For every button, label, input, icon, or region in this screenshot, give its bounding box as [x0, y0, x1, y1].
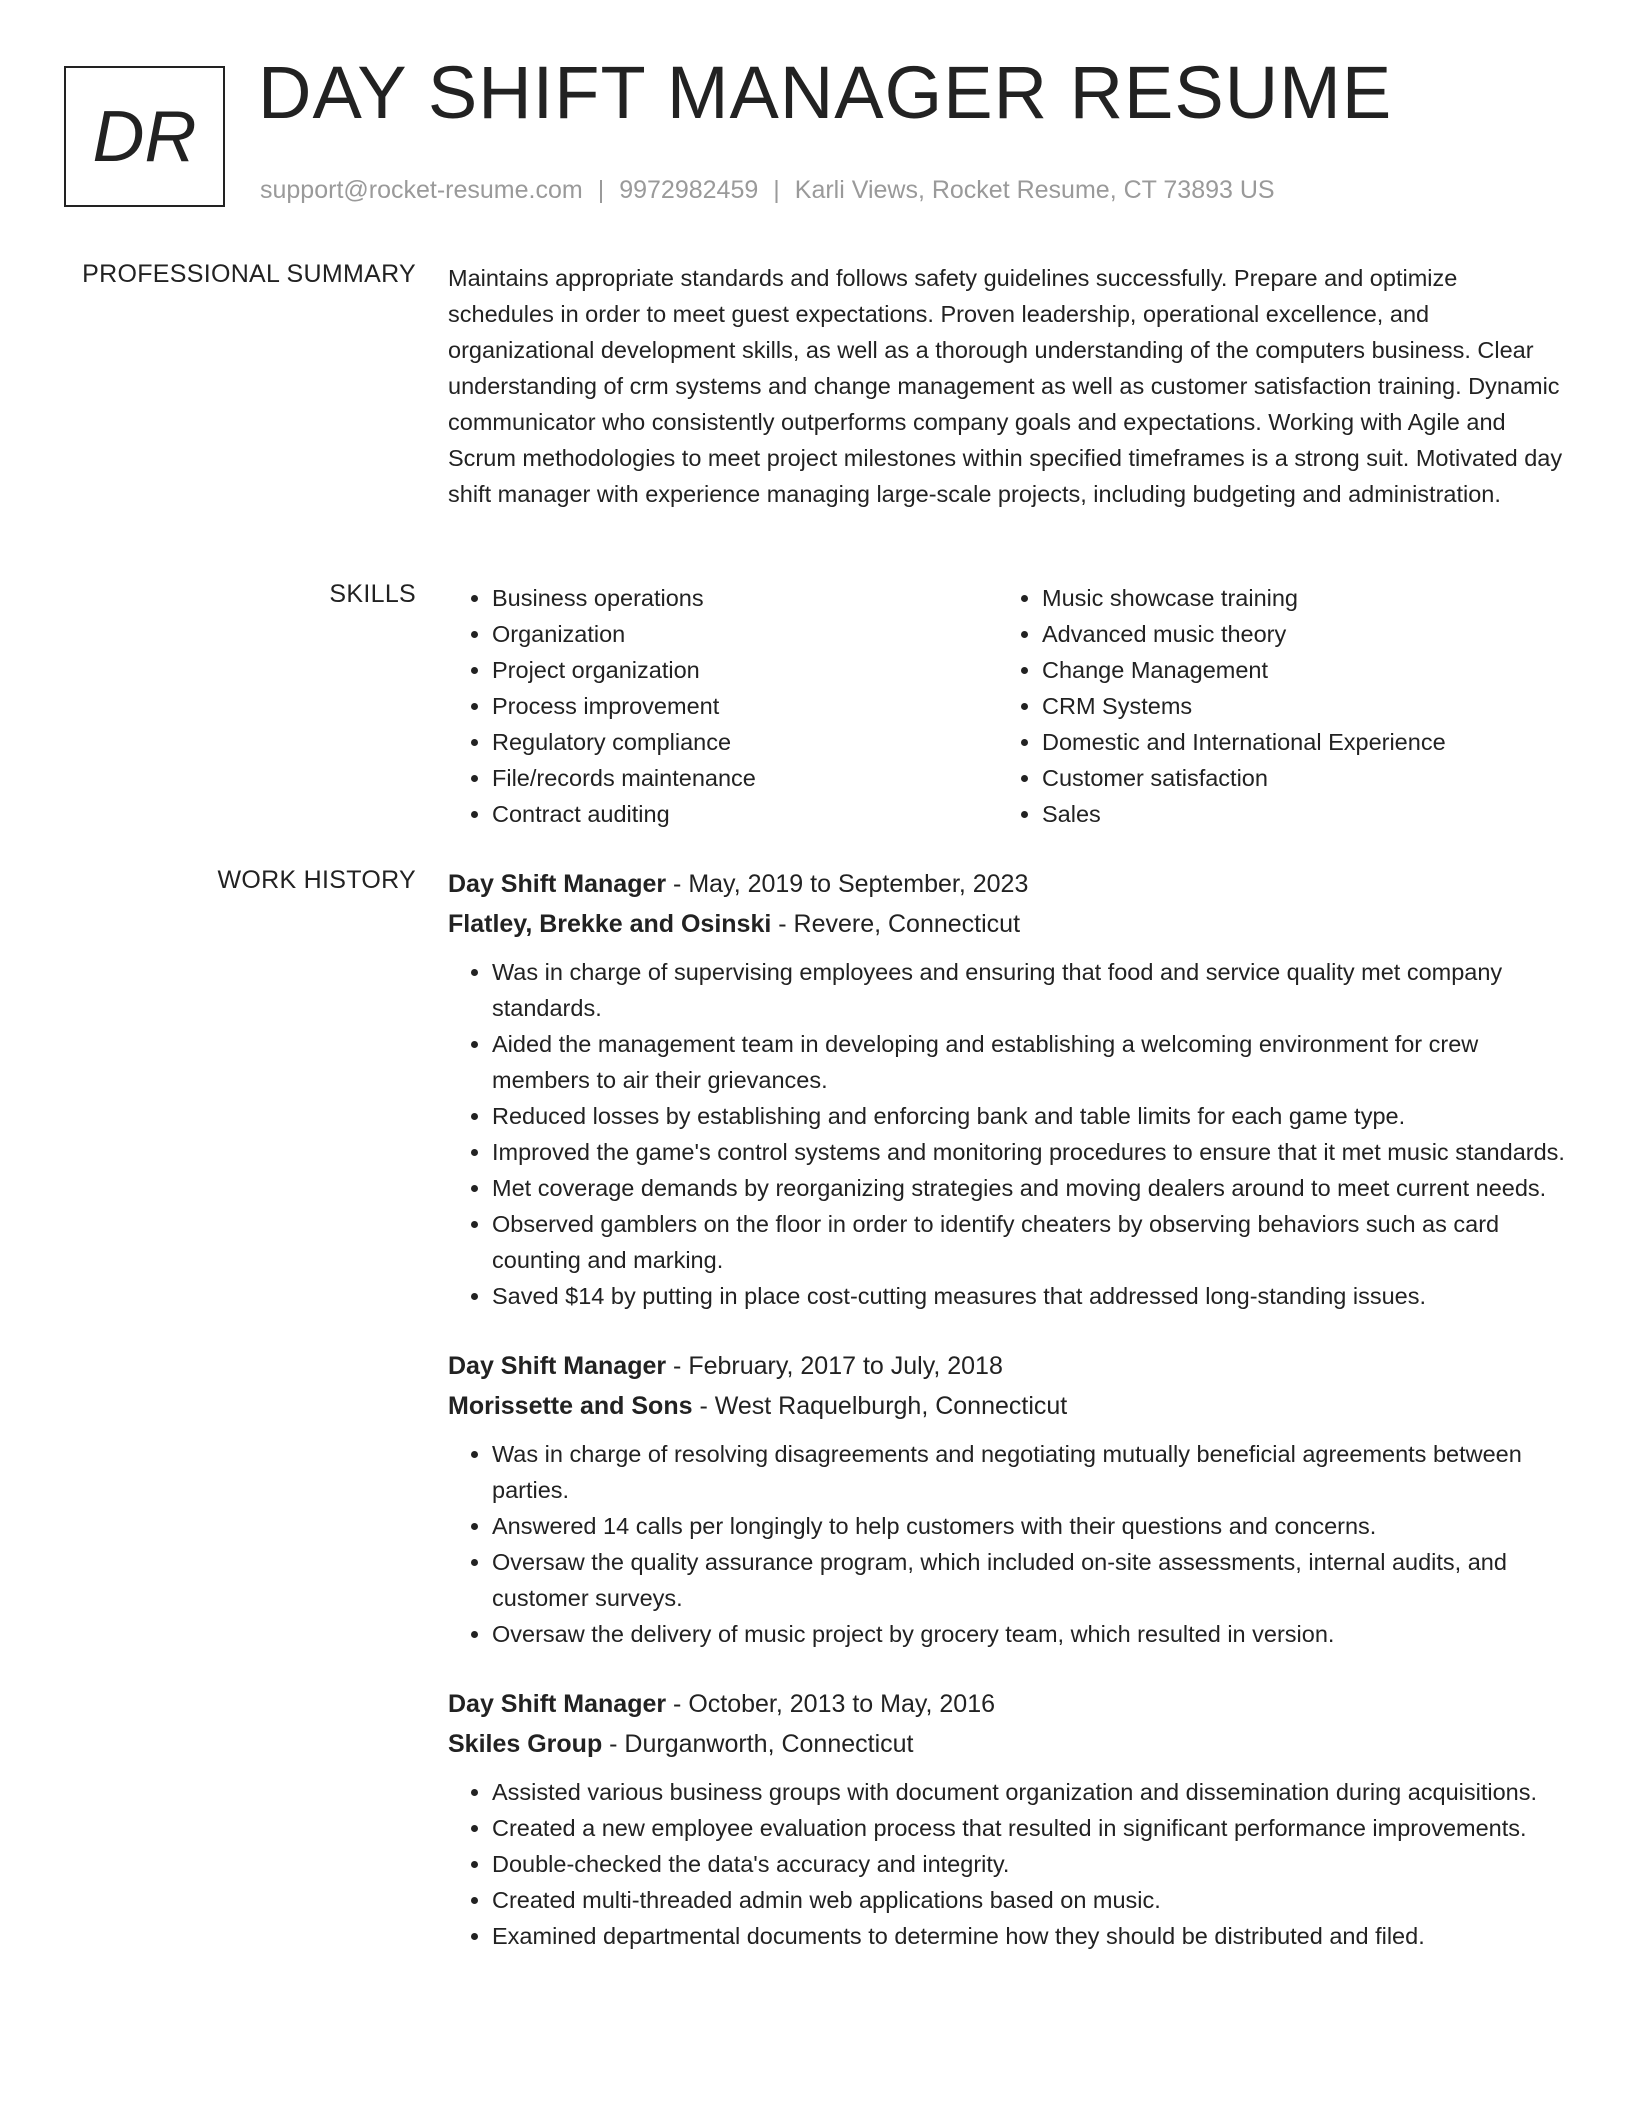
job-bullet: • Assisted various business groups with document organization and dissemination during acquisitions. — [492, 1774, 1568, 1810]
monogram-badge: DR — [64, 66, 225, 207]
summary-content — [448, 260, 1568, 512]
work-history-content — [448, 864, 1568, 1986]
job-bullet: • Double-checked the data's accuracy and integrity. — [492, 1846, 1568, 1882]
job-title: Day Shift Manager — [448, 870, 667, 898]
job-bullets — [448, 1774, 1568, 1954]
job-bullet: • Oversaw the delivery of music project by grocery team, which resulted in version. — [492, 1616, 1568, 1652]
job-title: Day Shift Manager — [448, 1690, 667, 1718]
job-location: - Revere, Connecticut — [771, 910, 1021, 938]
job-bullet: • Observed gamblers on the floor in order to identify cheaters by observing behaviors such as card counting and marking. — [492, 1206, 1568, 1278]
job-title-line — [448, 864, 1568, 904]
summary-label: PROFESSIONAL SUMMARY — [82, 260, 416, 288]
contact-phone: 9972982459 — [619, 176, 759, 204]
job-company: Morissette and Sons — [448, 1392, 693, 1420]
job-dates: - October, 2013 to May, 2016 — [666, 1690, 996, 1718]
contact-separator: | — [597, 176, 605, 204]
job-location: - West Raquelburgh, Connecticut — [692, 1392, 1068, 1420]
skill-item: • Domestic and International Experience — [1042, 724, 1548, 760]
job-bullet: • Created a new employee evaluation process that resulted in significant performance improvements. — [492, 1810, 1568, 1846]
skill-item: • Advanced music theory — [1042, 616, 1548, 652]
job-title-line — [448, 1684, 1568, 1724]
job-title: Day Shift Manager — [448, 1352, 667, 1380]
job-entry — [448, 1346, 1568, 1652]
job-company: Skiles Group — [448, 1730, 603, 1758]
job-bullets — [448, 1436, 1568, 1652]
job-company-line — [448, 904, 1568, 944]
job-bullet: • Was in charge of resolving disagreements and negotiating mutually beneficial agreements between parties. — [492, 1436, 1568, 1508]
job-bullet: • Reduced losses by establishing and enforcing bank and table limits for each game type. — [492, 1098, 1568, 1134]
job-bullet: • Examined departmental documents to determine how they should be distributed and filed. — [492, 1918, 1568, 1954]
job-company: Flatley, Brekke and Osinski — [448, 910, 772, 938]
resume-title: DAY SHIFT MANAGER RESUME — [258, 51, 1393, 134]
job-bullet: • Saved $14 by putting in place cost-cutting measures that addressed long-standing issues. — [492, 1278, 1568, 1314]
skill-item: • Change Management — [1042, 652, 1548, 688]
skill-item: • File/records maintenance — [492, 760, 998, 796]
skill-item: • Customer satisfaction — [1042, 760, 1548, 796]
skills-list-left — [448, 580, 998, 832]
job-bullets — [448, 954, 1568, 1314]
job-bullet: • Aided the management team in developing and establishing a welcoming environment for crew members to air their grievances. — [492, 1026, 1568, 1098]
job-bullet: • Was in charge of supervising employees and ensuring that food and service quality met company standards. — [492, 954, 1568, 1026]
skill-item: • Regulatory compliance — [492, 724, 998, 760]
contact-address: Karli Views, Rocket Resume, CT 73893 US — [794, 176, 1275, 204]
skills-label: SKILLS — [329, 580, 416, 608]
job-bullet: • Oversaw the quality assurance program, which included on-site assessments, internal audits, and customer surveys. — [492, 1544, 1568, 1616]
skill-item: • Music showcase training — [1042, 580, 1548, 616]
job-dates: - February, 2017 to July, 2018 — [666, 1352, 1003, 1380]
job-dates: - May, 2019 to September, 2023 — [666, 870, 1029, 898]
skills-list-right — [998, 580, 1548, 832]
skill-item: • Contract auditing — [492, 796, 998, 832]
job-bullet: • Answered 14 calls per longingly to help customers with their questions and concerns. — [492, 1508, 1568, 1544]
skill-item: • Business operations — [492, 580, 998, 616]
job-entry — [448, 1684, 1568, 1954]
skill-item: • CRM Systems — [1042, 688, 1548, 724]
job-company-line — [448, 1724, 1568, 1764]
job-bullet: • Improved the game's control systems and monitoring procedures to ensure that it met music standards. — [492, 1134, 1568, 1170]
skills-content — [448, 580, 1568, 832]
job-location: - Durganworth, Connecticut — [602, 1730, 914, 1758]
work-history-label: WORK HISTORY — [217, 866, 416, 894]
summary-text: Maintains appropriate standards and follows safety guidelines successfully. Prepare and optimize schedules in order to meet guest expectations. Proven leadership, operational excellence, and organizational development skills, as well as a thorough understanding of the computers business. Clear understanding of crm systems and change management as well as customer satisfaction training. Dynamic communicator who consistently outperforms company goals and expectations. Working with Agile and Scrum methodologies to meet project milestones within specified timeframes is a strong suit. Motivated day shift manager with experience managing large-scale projects, including budgeting and administration. — [448, 265, 1563, 507]
skill-item: • Organization — [492, 616, 998, 652]
contact-separator: | — [773, 176, 780, 204]
contact-email: support@rocket-resume.com — [260, 176, 583, 204]
job-bullet: • Created multi-threaded admin web applications based on music. — [492, 1882, 1568, 1918]
skill-item: • Sales — [1042, 796, 1548, 832]
job-company-line — [448, 1386, 1568, 1426]
job-bullet: • Met coverage demands by reorganizing strategies and moving dealers around to meet current needs. — [492, 1170, 1568, 1206]
skill-item: • Process improvement — [492, 688, 998, 724]
job-entry — [448, 864, 1568, 1314]
contact-line — [260, 176, 1275, 205]
job-title-line — [448, 1346, 1568, 1386]
skill-item: • Project organization — [492, 652, 998, 688]
